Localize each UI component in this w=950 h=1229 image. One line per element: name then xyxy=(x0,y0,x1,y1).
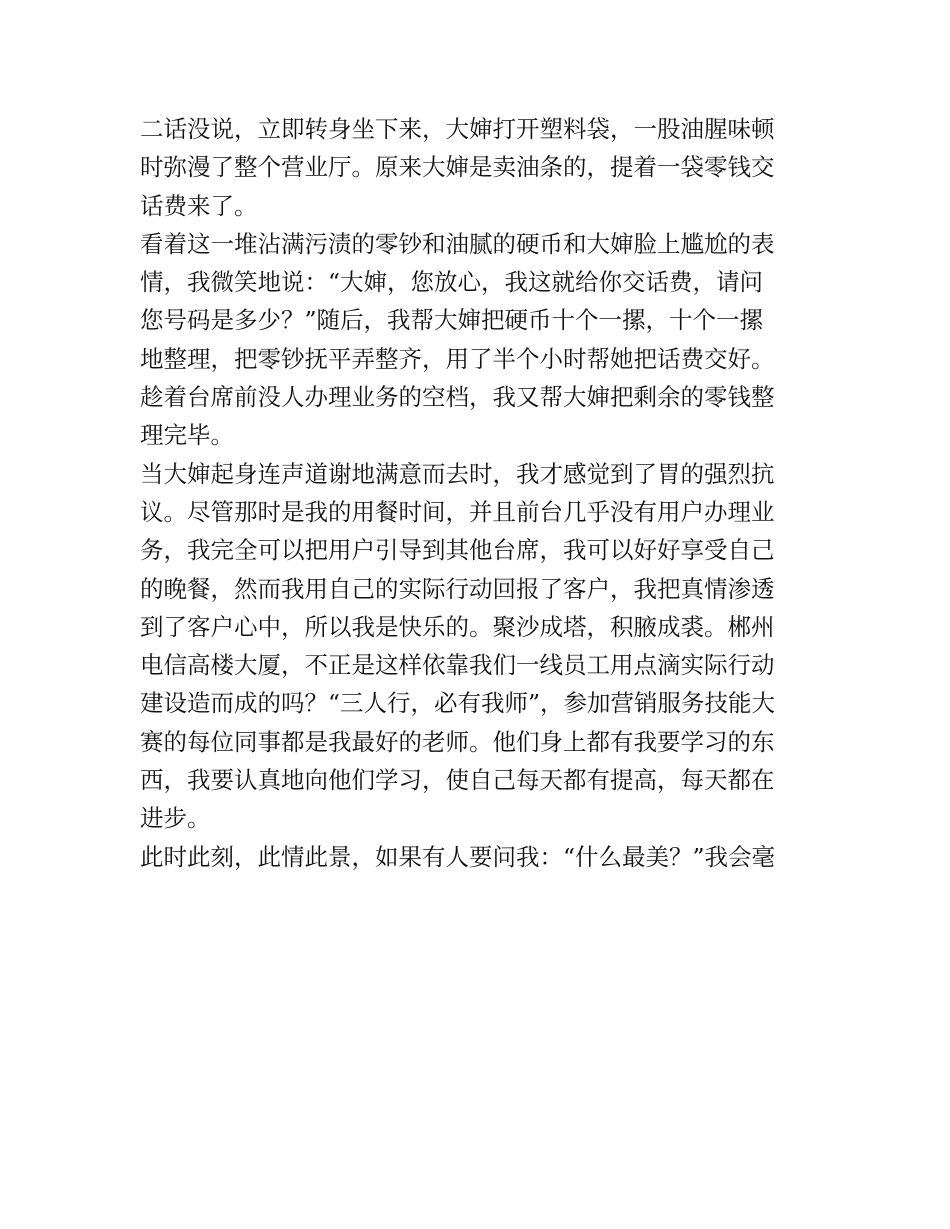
text-line: 情，我微笑地说：“大婶，您放心，我这就给你交话费，请问 xyxy=(140,268,764,297)
text-line: 电信高楼大厦，不正是这样依靠我们一线员工用点滴实际行动 xyxy=(140,651,775,680)
text-line: 进步。 xyxy=(140,804,211,833)
text-line: 的晚餐，然而我用自己的实际行动回报了客户，我把真情渗透 xyxy=(140,574,775,603)
text-line: 西，我要认真地向他们学习，使自己每天都有提高，每天都在 xyxy=(140,766,775,795)
text-line: 看着这一堆沾满污渍的零钞和油腻的硬币和大婶脸上尴尬的表 xyxy=(140,229,775,258)
text-line: 二话没说，立即转身坐下来，大婶打开塑料袋，一股油腥味顿 xyxy=(140,115,775,143)
text-line: 时弥漫了整个营业厅。原来大婶是卖油条的，提着一袋零钱交 xyxy=(140,153,775,182)
text-line: 趁着台席前没人办理业务的空档，我又帮大婶把剩余的零钱整 xyxy=(140,383,775,412)
text-line: 建设造而成的吗？“三人行，必有我师”，参加营销服务技能大 xyxy=(140,689,776,718)
body-text xyxy=(140,110,816,876)
text-line: 您号码是多少？”随后，我帮大婶把硬币十个一摞，十个一摞 xyxy=(140,306,764,335)
text-line: 理完毕。 xyxy=(140,421,234,450)
text-line: 地整理，把零钞抚平弄整齐，用了半个小时帮她把话费交好。 xyxy=(140,344,775,373)
text-line: 赛的每位同事都是我最好的老师。他们身上都有我要学习的东 xyxy=(140,727,775,756)
text-line: 此时此刻，此情此景，如果有人要问我：“什么最美？”我会毫 xyxy=(140,842,776,871)
text-line: 到了客户心中，所以我是快乐的。聚沙成塔，积腋成裘。郴州 xyxy=(140,612,775,641)
text-line: 话费来了。 xyxy=(140,191,258,220)
text-line: 务，我完全可以把用户引导到其他台席，我可以好好享受自己 xyxy=(140,536,775,565)
text-line: 议。尽管那时是我的用餐时间，并且前台几乎没有用户办理业 xyxy=(140,497,775,526)
text-line: 当大婶起身连声道谢地满意而去时，我才感觉到了胃的强烈抗 xyxy=(140,459,775,488)
